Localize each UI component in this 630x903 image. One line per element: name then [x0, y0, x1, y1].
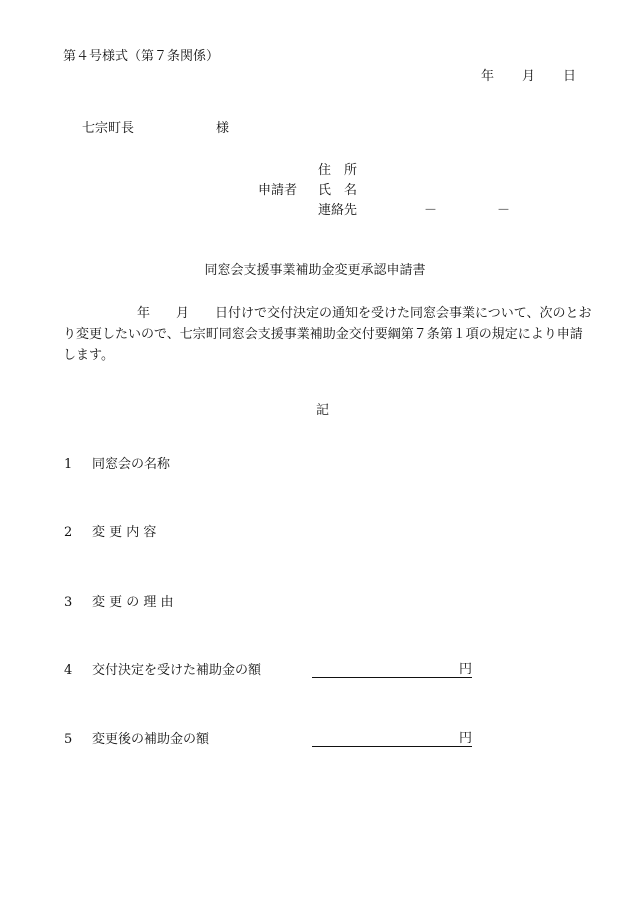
applicant-label: 申請者 [258, 183, 298, 198]
item-label: 変 更 内 容 [92, 525, 157, 540]
item-1 [64, 458, 170, 471]
item-number: 5 [64, 732, 73, 747]
date-month-label: 月 [522, 69, 536, 84]
item-2 [64, 526, 156, 539]
item-number: 3 [64, 595, 73, 610]
yen-unit: 円 [458, 662, 472, 677]
ki-heading: 記 [315, 403, 329, 418]
item-number: 1 [64, 457, 73, 472]
item-label: 同窓会の名称 [92, 457, 171, 472]
amount-field-granted [312, 663, 472, 678]
body-paragraph [63, 303, 593, 366]
addressee-name: 七宗町長 [82, 121, 135, 136]
date-line [481, 70, 576, 83]
item-number: 2 [64, 525, 73, 540]
body-month-label: 月 [176, 306, 190, 321]
item-label: 変 更 の 理 由 [92, 595, 174, 610]
document-title: 同窓会支援事業補助金変更承認申請書 [204, 263, 426, 278]
yen-unit: 円 [458, 731, 472, 746]
applicant-contact-label: 連絡先 [318, 203, 358, 218]
item-5 [64, 733, 209, 746]
item-label: 変更後の補助金の額 [92, 732, 210, 747]
addressee [82, 122, 229, 135]
amount-field-changed [312, 732, 472, 747]
addressee-honorific: 様 [216, 121, 230, 136]
applicant-address-label: 住 所 [318, 163, 358, 178]
item-label: 交付決定を受けた補助金の額 [92, 663, 262, 678]
body-text-part2: 次のとおり変更したいので、七宗町同窓会支援事業補助金交付要綱第７条第１項の規定により申請します。 [63, 306, 592, 363]
contact-dash-2: － [497, 203, 511, 218]
date-day-label: 日 [563, 69, 577, 84]
applicant-name-label: 氏 名 [318, 183, 358, 198]
body-text-part1: 日付けで交付決定の通知を受けた同窓会事業について、 [215, 306, 540, 321]
item-number: 4 [64, 663, 73, 678]
date-year-label: 年 [481, 69, 495, 84]
item-3 [64, 596, 174, 609]
item-4 [64, 664, 261, 677]
form-number: 第４号様式（第７条関係） [63, 49, 220, 64]
body-year-label: 年 [137, 306, 151, 321]
contact-dash-1: － [424, 203, 438, 218]
